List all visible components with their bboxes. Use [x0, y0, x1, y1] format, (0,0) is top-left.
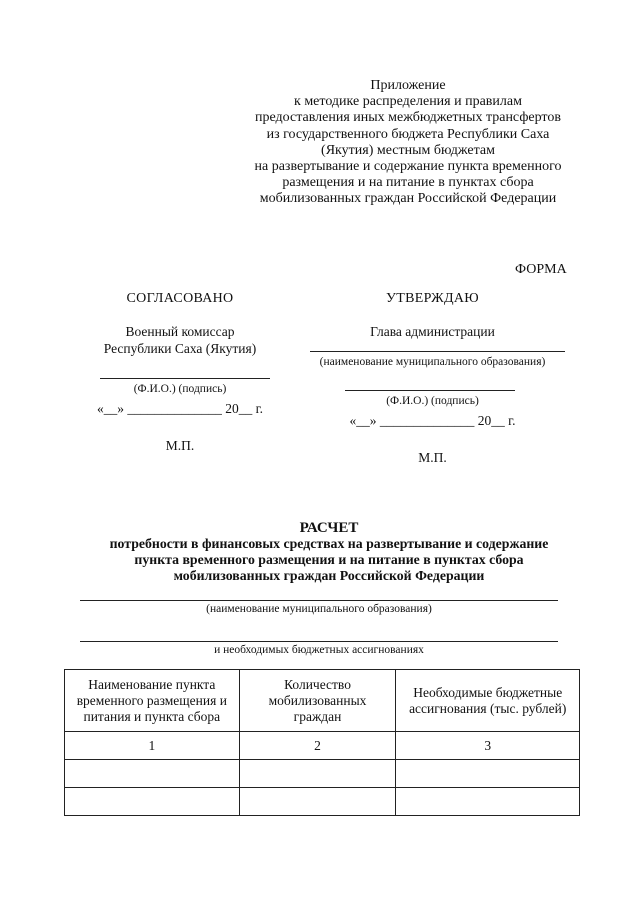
stamp-placeholder: М.П.: [418, 450, 447, 465]
appendix-block: [238, 78, 578, 208]
appropriations-caption: и необходимых бюджетных ассигнованиях: [214, 644, 424, 656]
signature-line: [100, 377, 270, 379]
table-cell: [239, 788, 396, 816]
form-label: ФОРМА: [515, 262, 567, 277]
approved-heading: УТВЕРЖДАЮ: [386, 291, 479, 306]
column-number: 1: [65, 732, 240, 760]
municipality-blank-line: [80, 599, 558, 601]
agreed-block: [80, 290, 280, 454]
agreed-heading: СОГЛАСОВАНО: [126, 291, 234, 306]
table-cell: [239, 760, 396, 788]
title-line: мобилизованных граждан Российской Федерации: [173, 568, 485, 583]
municipality-line: [310, 350, 565, 352]
agreed-position: Военный комиссар: [125, 324, 235, 339]
appropriations-blank-line: [80, 640, 558, 642]
approved-block: [300, 290, 565, 466]
appendix-line: мобилизованных граждан Российской Федерации: [259, 191, 557, 207]
calculation-table: [64, 669, 580, 816]
appendix-line: к методике распределения и правилам: [294, 94, 522, 110]
signature-line: [345, 389, 515, 391]
title-line: потребности в финансовых средствах на развертывание и содержание: [109, 536, 549, 551]
date-field: «__» ______________ 20__ г.: [349, 413, 516, 428]
appendix-line: Приложение: [370, 78, 446, 93]
appendix-line: предоставления иных межбюджетных трансфертов: [255, 110, 561, 126]
table-row: [65, 760, 580, 788]
title-line: пункта временного размещения и на питание в пунктах сбора: [134, 552, 524, 567]
appendix-line: (Якутия) местным бюджетам: [321, 142, 495, 158]
appendix-line: на развертывание и содержание пункта временного: [254, 159, 562, 175]
approved-position: Глава администрации: [370, 324, 495, 339]
column-header: Количество мобилизованных граждан: [239, 670, 396, 732]
appendix-line: из государственного бюджета Республики Саха: [266, 126, 550, 142]
table-cell: [396, 788, 580, 816]
column-number: 3: [396, 732, 580, 760]
municipality-caption: (наименование муниципального образования): [319, 356, 546, 368]
fio-sign-caption: (Ф.И.О.) (подпись): [386, 395, 479, 407]
table-cell: [396, 760, 580, 788]
date-field: «__» ______________ 20__ г.: [96, 401, 263, 416]
agreed-position-org: Республики Саха (Якутия): [103, 341, 257, 356]
table-header-row: [65, 670, 580, 732]
fio-sign-caption: (Ф.И.О.) (подпись): [133, 383, 227, 395]
document-title: [80, 520, 578, 584]
municipality-caption: (наименование муниципального образования): [206, 603, 432, 615]
appendix-line: размещения и на питание в пунктах сбора: [282, 175, 534, 191]
title-main: РАСЧЕТ: [299, 520, 359, 536]
column-header: Необходимые бюджетные ассигнования (тыс. рублей): [396, 670, 580, 732]
table-number-row: [65, 732, 580, 760]
table-cell: [65, 760, 240, 788]
stamp-placeholder: М.П.: [165, 438, 195, 453]
table-row: [65, 788, 580, 816]
column-number: 2: [239, 732, 396, 760]
table-cell: [65, 788, 240, 816]
column-header: Наименование пункта временного размещения и питания и пункта сбора: [65, 670, 240, 732]
